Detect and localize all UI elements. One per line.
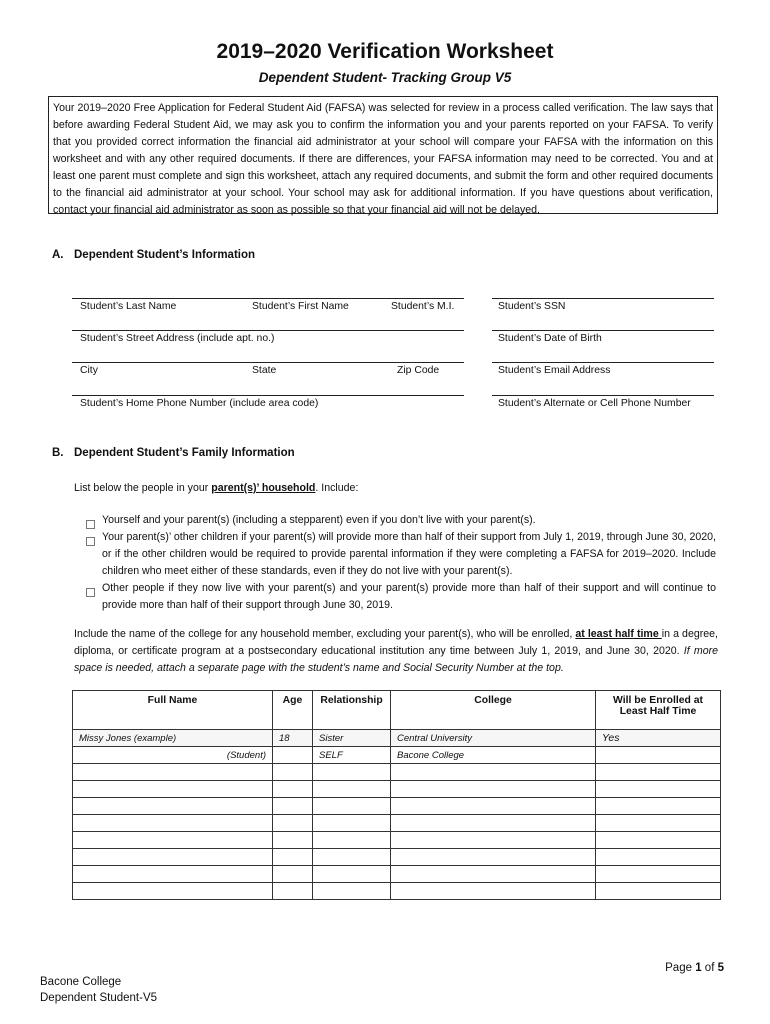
page-subtitle: Dependent Student- Tracking Group V5 [258, 70, 512, 85]
zip-label: Zip Code [397, 365, 440, 376]
household-intro-bold: parent(s)’ household [211, 482, 316, 494]
section-a-letter: A. [52, 249, 64, 261]
table-row[interactable] [73, 815, 721, 832]
college-note-text: Include the name of the college for any household member, excluding your parent(s), who will be enrolled, [74, 628, 576, 640]
bullet-text-1: Yourself and your parent(s) (including a stepparent) even if you don’t live with your parent(s). [102, 514, 536, 526]
table-row[interactable] [73, 781, 721, 798]
city-state-zip-line[interactable] [72, 362, 464, 363]
mi-label: Student’s M.I. [391, 301, 455, 312]
first-name-label: Student’s First Name [252, 301, 349, 312]
table-row[interactable] [73, 832, 721, 849]
email-label: Student’s Email Address [498, 365, 611, 376]
student-enrolled-cell[interactable] [596, 747, 721, 764]
col-age: Age [273, 691, 313, 730]
table-row[interactable] [73, 849, 721, 866]
example-name: Missy Jones (example) [73, 730, 273, 747]
street-address-line[interactable] [72, 330, 464, 331]
household-intro-end: . Include: [315, 482, 359, 494]
example-age: 18 [273, 730, 313, 747]
home-phone-label: Student’s Home Phone Number (include area code) [80, 398, 319, 409]
dob-label: Student’s Date of Birth [498, 333, 602, 344]
example-college: Central University [391, 730, 596, 747]
student-age-cell[interactable] [273, 747, 313, 764]
household-table [72, 690, 721, 900]
college-note-italic: If more space is needed, attach a separate page with the student’s name and Social Security Number at the top. [74, 645, 719, 674]
table-row[interactable] [73, 866, 721, 883]
bullet-text-2: Your parent(s)’ other children if your parent(s) will provide more than half of their support from July 1, 2019, through June 30, 2020, or if the other children would be required to provide parental information if they were completing a FAFSA for 2019–2020. Include children who meet either of these standards, even if they do not live with your parent(s). [102, 531, 716, 577]
col-relationship: Relationship [313, 691, 391, 730]
student-college-cell[interactable]: Bacone College [391, 747, 596, 764]
bullet-checkbox-2[interactable] [86, 533, 95, 551]
example-enrolled: Yes [596, 730, 721, 747]
student-relationship-cell[interactable]: SELF [313, 747, 391, 764]
page-title: 2019–2020 Verification Worksheet [216, 40, 554, 63]
student-name-line[interactable] [72, 298, 464, 299]
household-list-intro [74, 480, 358, 497]
section-b-letter: B. [52, 447, 64, 459]
alt-phone-label: Student’s Alternate or Cell Phone Number [498, 398, 691, 409]
footer-school: Bacone College [40, 976, 122, 988]
bullet-checkbox-1[interactable] [86, 516, 95, 534]
dob-line[interactable] [492, 330, 714, 331]
home-phone-line[interactable] [72, 395, 464, 396]
page-number [665, 962, 724, 974]
student-ssn-line[interactable] [492, 298, 714, 299]
college-note-text-2: in a degree, diploma, or certificate program at a postsecondary educational institution any time between July 1, 2019, and June 30, 2020. [74, 628, 718, 657]
page-of: of [701, 962, 718, 974]
page-current: 1 [695, 962, 702, 974]
page-prefix: Page [665, 962, 696, 974]
bullet-text-3: Other people if they now live with your parent(s) and your parent(s) provide more than half of their support and will continue to provide more than half of their support through June 30, 2019. [102, 582, 716, 611]
college-note-bold: at least half time [575, 628, 662, 640]
college-note [74, 626, 718, 677]
footer-form: Dependent Student-V5 [40, 992, 158, 1004]
table-row[interactable] [73, 883, 721, 900]
section-b-title: Dependent Student’s Family Information [74, 447, 295, 459]
last-name-label: Student’s Last Name [80, 301, 177, 312]
intro-box: Your 2019–2020 Free Application for Federal Student Aid (FAFSA) was selected for review in a process called verification. The law says that before awarding Federal Student Aid, we may ask you to confirm the information you and your parents reported on your FAFSA. To verify that you provided correct information the financial aid administrator at your school will compare your FAFSA with the information on this worksheet and with any other required documents. If there are differences, your FAFSA information may need to be corrected. You and at least one parent must complete and sign this worksheet, attach any required documents, and submit the form and other required documents to the financial aid administrator at your school. Your school may ask for additional information. If you have questions about verification, contact your financial aid administrator as soon as possible so that your financial aid will not be delayed. [48, 96, 718, 214]
example-relationship: Sister [313, 730, 391, 747]
table-row[interactable] [73, 764, 721, 781]
example-row [73, 730, 721, 747]
col-enrolled: Will be Enrolled at Least Half Time [596, 691, 721, 730]
bullet-checkbox-3[interactable] [86, 584, 95, 602]
table-row[interactable] [73, 798, 721, 815]
street-label: Student’s Street Address (include apt. no.) [80, 333, 275, 344]
student-row[interactable] [73, 747, 721, 764]
state-label: State [252, 365, 277, 376]
email-line[interactable] [492, 362, 714, 363]
section-a-title: Dependent Student’s Information [74, 249, 256, 261]
page-total: 5 [717, 962, 724, 974]
city-label: City [80, 365, 98, 376]
ssn-label: Student’s SSN [498, 301, 566, 312]
student-name-cell[interactable]: (Student) [73, 747, 273, 764]
household-intro-text: List below the people in your [74, 482, 212, 494]
table-header-row [73, 691, 721, 730]
col-full-name: Full Name [73, 691, 273, 730]
alt-phone-line[interactable] [492, 395, 714, 396]
col-college: College [391, 691, 596, 730]
